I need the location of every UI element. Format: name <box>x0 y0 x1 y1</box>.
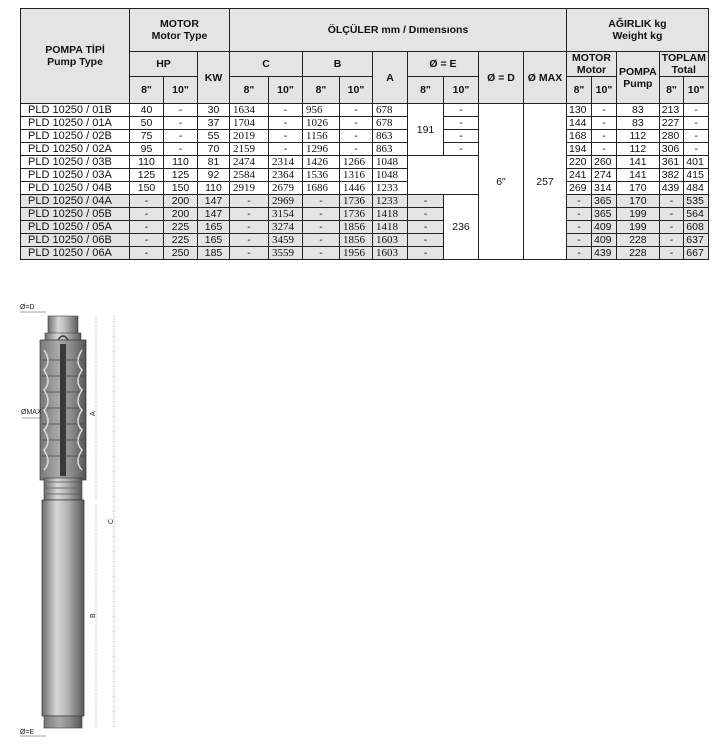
cell-c8: 2584 <box>230 169 269 182</box>
cell-a: 678 <box>373 104 408 117</box>
cell-c10: 2364 <box>269 169 303 182</box>
row-name: PLD 10250 / 06B <box>21 234 130 247</box>
cell-mw8: 269 <box>567 182 592 195</box>
header-e-10: 10" <box>444 77 479 104</box>
cell-mw10: 409 <box>592 234 617 247</box>
cell-t10: 484 <box>684 182 709 195</box>
cell-t10: 564 <box>684 208 709 221</box>
cell-b10: 1446 <box>340 182 373 195</box>
pump-intake <box>44 478 82 500</box>
cell-b10: 1956 <box>340 247 373 260</box>
header-dimensions: ÖLÇÜLER mm / Dımensıons <box>230 9 567 52</box>
header-hp-10: 10" <box>164 77 198 104</box>
motor-body <box>42 500 84 728</box>
cell-hp8: 125 <box>130 169 164 182</box>
cell-e8-merged: 191 <box>408 104 444 156</box>
cell-pump: 199 <box>617 208 660 221</box>
cell-kw: 147 <box>198 195 230 208</box>
cell-c10: 3459 <box>269 234 303 247</box>
table-row <box>21 208 709 221</box>
cell-hp8: 75 <box>130 130 164 143</box>
cell-mw8: - <box>567 247 592 260</box>
cell-hp8: 150 <box>130 182 164 195</box>
cell-t10: 401 <box>684 156 709 169</box>
cell-mw10: - <box>592 104 617 117</box>
cell-max-merged: 257 <box>524 104 567 260</box>
cell-c8: 2159 <box>230 143 269 156</box>
cell-e8: - <box>408 234 444 247</box>
cell-pump: 83 <box>617 117 660 130</box>
cell-hp10: - <box>164 104 198 117</box>
cell-mw10: 274 <box>592 169 617 182</box>
cell-a: 1048 <box>373 156 408 169</box>
cell-hp10: 150 <box>164 182 198 195</box>
row-name: PLD 10250 / 04A <box>21 195 130 208</box>
cell-e10: - <box>444 104 479 117</box>
cell-hp8: - <box>130 221 164 234</box>
cell-pump: 199 <box>617 221 660 234</box>
cell-hp10: 200 <box>164 195 198 208</box>
cell-hp10: 200 <box>164 208 198 221</box>
label-c: C <box>108 518 115 524</box>
cell-a: 1048 <box>373 169 408 182</box>
cell-c8: 2019 <box>230 130 269 143</box>
cell-b8: 1026 <box>303 117 340 130</box>
cell-mw8: - <box>567 195 592 208</box>
cell-c10: 3154 <box>269 208 303 221</box>
cell-t10: 637 <box>684 234 709 247</box>
cell-kw: 81 <box>198 156 230 169</box>
label-e: Ø=E <box>20 729 35 736</box>
table-row <box>21 195 709 208</box>
cell-t8: - <box>659 234 684 247</box>
cell-b10: 1736 <box>340 195 373 208</box>
cell-t8: - <box>659 208 684 221</box>
cell-b10: 1856 <box>340 234 373 247</box>
cell-hp10: - <box>164 143 198 156</box>
cell-c8: 2474 <box>230 156 269 169</box>
cell-t10: - <box>684 117 709 130</box>
cell-kw: 30 <box>198 104 230 117</box>
header-b: B <box>303 52 373 77</box>
header-max: Ø MAX <box>524 52 567 104</box>
cell-t8: 306 <box>659 143 684 156</box>
header-t-10: 10" <box>684 77 709 104</box>
cell-mw10: 409 <box>592 221 617 234</box>
pump-spec-table <box>20 8 709 260</box>
table-row <box>21 143 709 156</box>
cell-hp8: - <box>130 195 164 208</box>
cell-t8: 280 <box>659 130 684 143</box>
cell-b10: - <box>340 143 373 156</box>
label-a: A <box>90 411 97 416</box>
cell-mw8: 220 <box>567 156 592 169</box>
cell-pump: 141 <box>617 156 660 169</box>
header-b-8: 8" <box>303 77 340 104</box>
cell-pump: 112 <box>617 143 660 156</box>
cell-mw8: 168 <box>567 130 592 143</box>
row-name: PLD 10250 / 02A <box>21 143 130 156</box>
cell-e10: - <box>444 117 479 130</box>
cell-t8: 361 <box>659 156 684 169</box>
cell-a: 1233 <box>373 182 408 195</box>
cell-e10: - <box>444 130 479 143</box>
cell-mw8: 241 <box>567 169 592 182</box>
cell-e10: - <box>444 143 479 156</box>
row-name: PLD 10250 / 01A <box>21 117 130 130</box>
header-c-8: 8" <box>230 77 269 104</box>
table-row <box>21 169 709 182</box>
cell-mw8: - <box>567 221 592 234</box>
cell-c10: - <box>269 143 303 156</box>
cell-pump: 170 <box>617 195 660 208</box>
pump-head <box>45 316 81 341</box>
table-row <box>21 104 709 117</box>
cell-b8: 1296 <box>303 143 340 156</box>
cell-e-blank <box>408 156 479 195</box>
cell-kw: 185 <box>198 247 230 260</box>
cell-hp8: 40 <box>130 104 164 117</box>
header-motor: MOTOR Motor Type <box>130 9 230 52</box>
cell-t10: - <box>684 130 709 143</box>
table-row <box>21 156 709 169</box>
header-c-10: 10" <box>269 77 303 104</box>
cell-mw10: 260 <box>592 156 617 169</box>
table-row <box>21 221 709 234</box>
cell-a: 1233 <box>373 195 408 208</box>
cell-e8: - <box>408 208 444 221</box>
header-pump-type: POMPA TİPİ Pump Type <box>21 9 130 104</box>
label-d: Ø=D <box>20 304 35 311</box>
label-b: B <box>90 613 97 618</box>
cell-mw10: 365 <box>592 195 617 208</box>
cell-hp8: - <box>130 247 164 260</box>
cell-a: 1603 <box>373 234 408 247</box>
cell-c8: - <box>230 195 269 208</box>
header-b-10: 10" <box>340 77 373 104</box>
table-row <box>21 182 709 195</box>
cell-mw10: - <box>592 117 617 130</box>
cell-c10: 2314 <box>269 156 303 169</box>
header-mw-10: 10" <box>592 77 617 104</box>
cell-c8: - <box>230 247 269 260</box>
row-name: PLD 10250 / 01B <box>21 104 130 117</box>
cell-a: 1418 <box>373 208 408 221</box>
row-name: PLD 10250 / 03B <box>21 156 130 169</box>
cell-pump: 83 <box>617 104 660 117</box>
table-row <box>21 234 709 247</box>
cell-hp8: - <box>130 208 164 221</box>
cell-c8: 1634 <box>230 104 269 117</box>
cell-c10: 2679 <box>269 182 303 195</box>
cell-pump: 228 <box>617 247 660 260</box>
label-max: ØMAX <box>21 409 42 416</box>
row-name: PLD 10250 / 05A <box>21 221 130 234</box>
cell-e8: - <box>408 221 444 234</box>
cell-kw: 165 <box>198 234 230 247</box>
cell-t8: - <box>659 195 684 208</box>
table-row <box>21 247 709 260</box>
cell-a: 678 <box>373 117 408 130</box>
cell-a: 1418 <box>373 221 408 234</box>
header-t-8: 8" <box>659 77 684 104</box>
cell-mw10: - <box>592 130 617 143</box>
cell-c10: 2969 <box>269 195 303 208</box>
cell-b8: 1426 <box>303 156 340 169</box>
cell-mw10: - <box>592 143 617 156</box>
cell-t10: 667 <box>684 247 709 260</box>
cell-b8: - <box>303 195 340 208</box>
pump-dimension-drawing <box>0 290 200 756</box>
cell-b8: - <box>303 221 340 234</box>
cell-c10: - <box>269 130 303 143</box>
cell-mw8: 194 <box>567 143 592 156</box>
cell-t8: - <box>659 221 684 234</box>
table-row <box>21 130 709 143</box>
cell-pump: 228 <box>617 234 660 247</box>
header-kw: KW <box>198 52 230 104</box>
cell-b8: 1156 <box>303 130 340 143</box>
header-hp-8: 8" <box>130 77 164 104</box>
header-d: Ø = D <box>479 52 524 104</box>
cell-b10: 1856 <box>340 221 373 234</box>
cell-t10: 535 <box>684 195 709 208</box>
cell-t10: - <box>684 104 709 117</box>
cell-t8: 439 <box>659 182 684 195</box>
cell-t8: 227 <box>659 117 684 130</box>
cell-b8: 1686 <box>303 182 340 195</box>
cell-c10: 3274 <box>269 221 303 234</box>
cell-b8: 956 <box>303 104 340 117</box>
cell-c10: - <box>269 104 303 117</box>
cell-b10: 1266 <box>340 156 373 169</box>
cell-c10: 3559 <box>269 247 303 260</box>
pump-stages <box>40 340 86 480</box>
cell-hp10: 250 <box>164 247 198 260</box>
cell-hp8: 50 <box>130 117 164 130</box>
cell-b8: 1536 <box>303 169 340 182</box>
cell-a: 863 <box>373 143 408 156</box>
cell-b8: - <box>303 247 340 260</box>
cell-t8: 382 <box>659 169 684 182</box>
cell-b8: - <box>303 234 340 247</box>
row-name: PLD 10250 / 03A <box>21 169 130 182</box>
cell-b10: - <box>340 130 373 143</box>
cell-t8: 213 <box>659 104 684 117</box>
cell-e8: - <box>408 247 444 260</box>
cell-c8: - <box>230 234 269 247</box>
cell-mw8: - <box>567 208 592 221</box>
cell-b10: - <box>340 104 373 117</box>
cell-c8: 2919 <box>230 182 269 195</box>
cell-b10: - <box>340 117 373 130</box>
cell-e10-merged: 236 <box>444 195 479 260</box>
cell-c8: - <box>230 221 269 234</box>
cell-hp10: 225 <box>164 221 198 234</box>
cell-b8: - <box>303 208 340 221</box>
cell-mw8: 144 <box>567 117 592 130</box>
cell-d-merged: 6" <box>479 104 524 260</box>
cell-hp10: - <box>164 117 198 130</box>
cell-b10: 1316 <box>340 169 373 182</box>
header-pompa: POMPA Pump <box>617 52 660 104</box>
cell-a: 863 <box>373 130 408 143</box>
cell-hp10: 125 <box>164 169 198 182</box>
cell-kw: 110 <box>198 182 230 195</box>
row-name: PLD 10250 / 05B <box>21 208 130 221</box>
header-weight: AĞIRLIK kg Weight kg <box>567 9 709 52</box>
cell-kw: 165 <box>198 221 230 234</box>
cell-kw: 55 <box>198 130 230 143</box>
cell-t8: - <box>659 247 684 260</box>
cell-t10: 415 <box>684 169 709 182</box>
cell-hp10: - <box>164 130 198 143</box>
cell-pump: 112 <box>617 130 660 143</box>
cell-b10: 1736 <box>340 208 373 221</box>
cell-mw8: 130 <box>567 104 592 117</box>
cell-hp10: 225 <box>164 234 198 247</box>
cell-mw10: 439 <box>592 247 617 260</box>
cell-pump: 141 <box>617 169 660 182</box>
cell-t10: 608 <box>684 221 709 234</box>
cell-kw: 92 <box>198 169 230 182</box>
header-c: C <box>230 52 303 77</box>
cell-mw8: - <box>567 234 592 247</box>
cell-c8: 1704 <box>230 117 269 130</box>
header-e: Ø = E <box>408 52 479 77</box>
cell-t10: - <box>684 143 709 156</box>
cell-hp8: 95 <box>130 143 164 156</box>
header-mw-8: 8" <box>567 77 592 104</box>
row-name: PLD 10250 / 06A <box>21 247 130 260</box>
cell-kw: 70 <box>198 143 230 156</box>
cell-kw: 147 <box>198 208 230 221</box>
row-name: PLD 10250 / 04B <box>21 182 130 195</box>
row-name: PLD 10250 / 02B <box>21 130 130 143</box>
header-hp: HP <box>130 52 198 77</box>
cell-c8: - <box>230 208 269 221</box>
header-toplam: TOPLAM Total <box>659 52 708 77</box>
cell-e8: - <box>408 195 444 208</box>
cell-kw: 37 <box>198 117 230 130</box>
cell-pump: 170 <box>617 182 660 195</box>
cell-mw10: 365 <box>592 208 617 221</box>
cell-hp8: - <box>130 234 164 247</box>
header-motor-weight: MOTOR Motor <box>567 52 617 77</box>
cell-hp10: 110 <box>164 156 198 169</box>
cell-c10: - <box>269 117 303 130</box>
cell-a: 1603 <box>373 247 408 260</box>
header-e-8: 8" <box>408 77 444 104</box>
table-row <box>21 117 709 130</box>
header-a: A <box>373 52 408 104</box>
cell-mw10: 314 <box>592 182 617 195</box>
cell-hp8: 110 <box>130 156 164 169</box>
